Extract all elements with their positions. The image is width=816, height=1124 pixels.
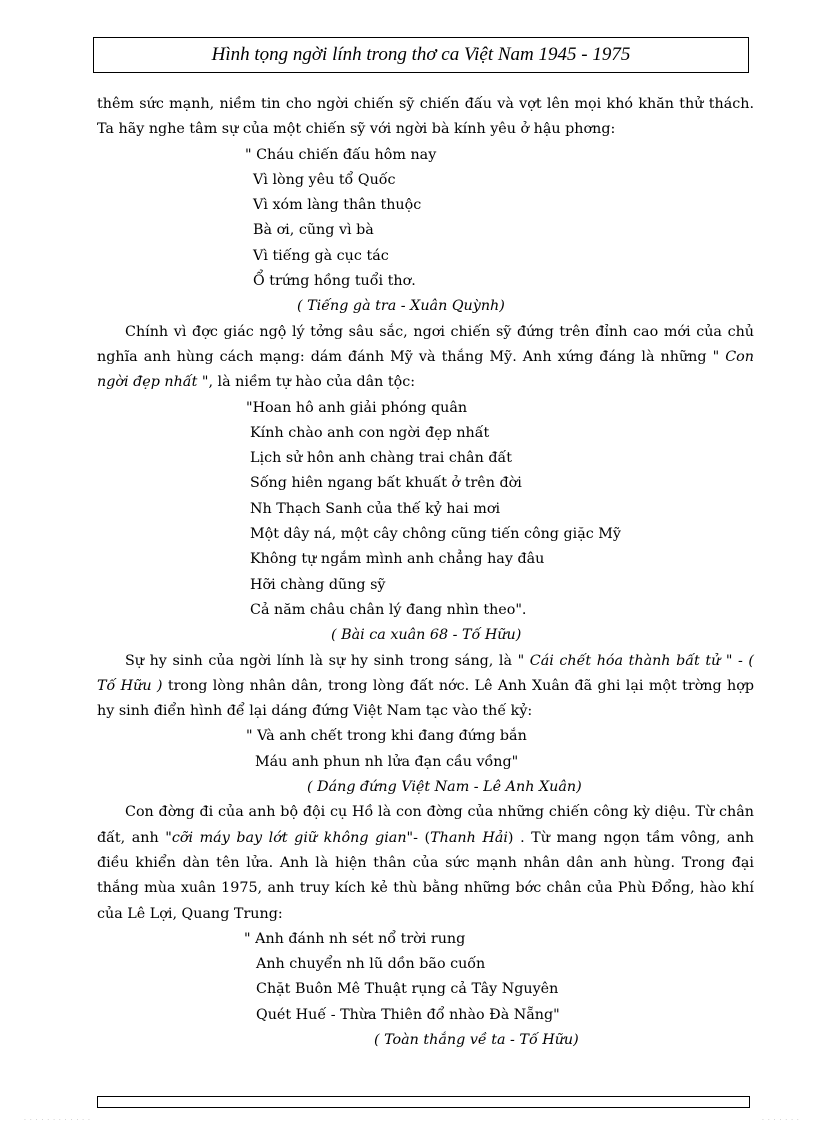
verse-line: Chặt Buôn Mê Thuật rụng cả Tây Nguyên xyxy=(256,981,559,998)
verse-line: Một dây ná, một cây chông cũng tiến công giặc Mỹ xyxy=(250,526,622,543)
poem-toan-thang-ve-ta xyxy=(97,927,754,1053)
verse-line: Cả năm châu chân lý đang nhìn theo". xyxy=(250,601,527,618)
verse-line: Máu anh phun nh lửa đạn cầu vồng" xyxy=(255,753,519,770)
paragraph-4-text: Con đờng đi của anh bộ đội cụ Hồ là con đờng của những chiến công kỳ diệu. Từ chân đất, anh " xyxy=(97,804,754,846)
verse-line: Quét Huế - Thừa Thiên đổ nhào Đà Nẵng" xyxy=(256,1006,560,1023)
page-header xyxy=(93,37,749,73)
verse-line: "Hoan hô anh giải phóng quân xyxy=(246,399,468,416)
paragraph-4-source: Thanh Hải xyxy=(430,829,508,846)
poem-citation: ( Toàn thắng về ta - Tố Hữu) xyxy=(374,1031,579,1048)
poem-tieng-ga-trua xyxy=(97,143,754,320)
paragraph-3-text-end: trong lòng nhân dân, trong lòng đất nớc. Lê Anh Xuân đã ghi lại một trờng hợp hy sinh điển hình để lại dáng đứng Việt Nam tạc vào thế kỷ: xyxy=(97,677,754,720)
poem-dang-dung-viet-nam xyxy=(97,724,754,800)
paragraph-3 xyxy=(97,649,754,725)
page-footer xyxy=(97,1096,750,1108)
paragraph-4-quote: cỡi máy bay lớt giữ không gian xyxy=(171,829,407,846)
footer-dots-right: · · · · · · · xyxy=(762,1117,800,1124)
verse-line: " Cháu chiến đấu hôm nay xyxy=(245,146,437,163)
document-body xyxy=(97,92,754,1053)
paragraph-3-quote: Cái chết hóa thành bất tử " - ( Tố Hữu ) xyxy=(97,652,754,694)
paragraph-4-text-mid: "- ( xyxy=(406,829,431,846)
paragraph-2-text-end: , là niềm tự hào của dân tộc: xyxy=(208,374,416,391)
verse-line: Bà ơi, cũng vì bà xyxy=(253,222,374,239)
verse-line: Không tự ngắm mình anh chẳng hay đâu xyxy=(250,551,545,568)
verse-line: Ổ trứng hồng tuổi thơ. xyxy=(253,273,416,290)
poem-citation: ( Dáng đứng Việt Nam - Lê Anh Xuân) xyxy=(307,779,582,796)
verse-line: " Anh đánh nh sét nổ trời rung xyxy=(244,930,466,947)
verse-line: Vì tiếng gà cục tác xyxy=(253,247,389,264)
verse-line: Kính chào anh con ngời đẹp nhất xyxy=(250,424,490,441)
paragraph-1: thêm sức mạnh, niềm tin cho ngời chiến sỹ chiến đấu và vợt lên mọi khó khăn thử thách. Ta hãy nghe tâm sự của một chiến sỹ với ngời bà kính yêu ở hậu phơng: xyxy=(97,96,754,138)
poem-citation: ( Tiếng gà tra - Xuân Quỳnh) xyxy=(297,298,505,315)
footer-dots-left: · · · · · · · · · · · · xyxy=(24,1117,91,1124)
paragraph-4-text-end: ) . Từ mang ngọn tầm vông, anh điều khiển dàn tên lửa. Anh là hiện thân của sức mạnh nhân dân anh hùng. Trong đại thắng mùa xuân 1975, anh truy kích kẻ thù bằng những bớc chân của Phù Đổng, hào khí của Lê Lợi, Quang Trung: xyxy=(97,829,754,922)
paragraph-2-quote: " Con ngời đẹp nhất " xyxy=(97,348,755,391)
paragraph-2 xyxy=(97,320,754,396)
verse-line: " Và anh chết trong khi đang đứng bắn xyxy=(246,728,527,745)
paragraph-3-text: Sự hy sinh của ngời lính là sự hy sinh trong sáng, là " xyxy=(125,652,530,669)
verse-line: Lịch sử hôn anh chàng trai chân đất xyxy=(250,450,512,467)
verse-line: Vì xóm làng thân thuộc xyxy=(253,197,422,214)
verse-line: Hỡi chàng dũng sỹ xyxy=(250,576,386,593)
paragraph-2-text: Chính vì đợc giác ngộ lý tởng sâu sắc, ngơi chiến sỹ đứng trên đỉnh cao mới của chủ nghĩa anh hùng cách mạng: dám đánh Mỹ và thắng Mỹ. Anh xứng đáng là những xyxy=(97,323,754,365)
verse-line: Vì lòng yêu tổ Quốc xyxy=(253,171,396,188)
verse-line: Nh Thạch Sanh của thế kỷ hai mơi xyxy=(250,500,501,517)
poem-bai-ca-xuan-68 xyxy=(97,396,754,649)
verse-line: Sống hiên ngang bất khuất ở trên đời xyxy=(250,475,522,492)
poem-citation: ( Bài ca xuân 68 - Tố Hữu) xyxy=(331,627,522,644)
paragraph-4 xyxy=(97,800,754,926)
header-title: Hình tọng ngời lính trong thơ ca Việt Nam 1945 - 1975 xyxy=(211,44,631,65)
verse-line: Anh chuyển nh lũ dồn bão cuốn xyxy=(256,956,486,973)
